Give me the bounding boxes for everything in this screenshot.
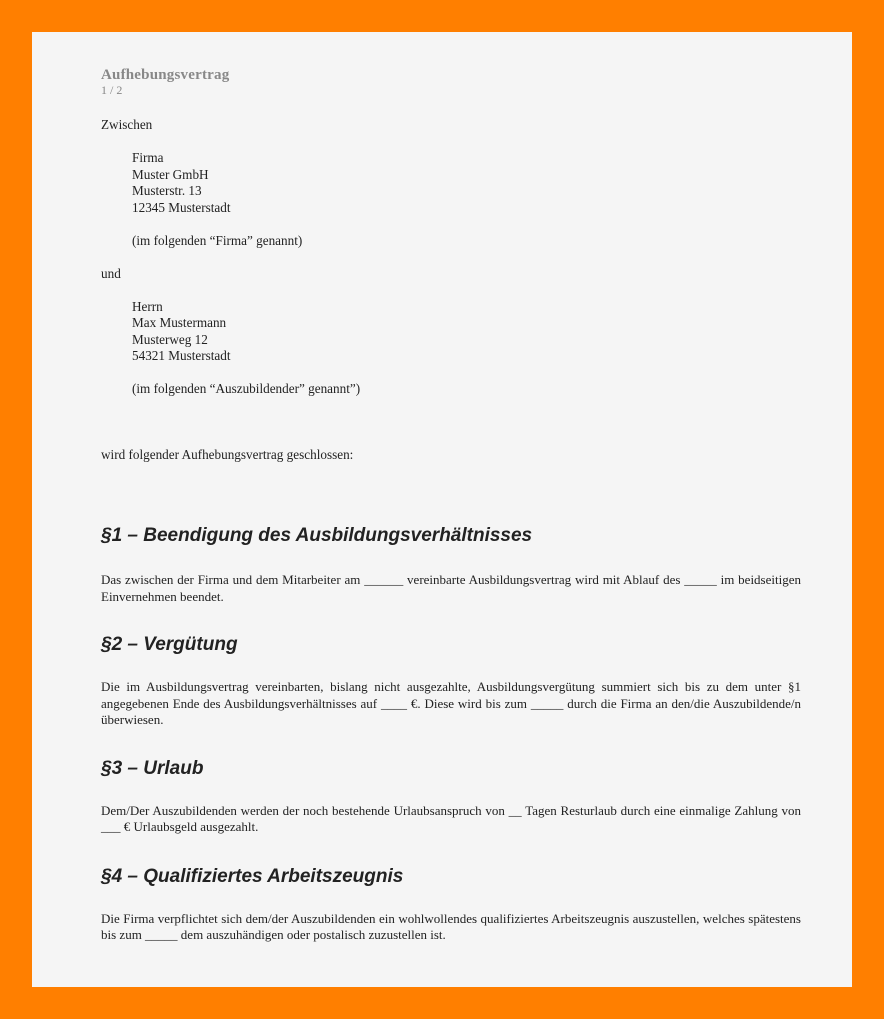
and-label: und — [101, 265, 121, 281]
party1-line1: Firma — [132, 150, 164, 165]
section-2-heading: §2 – Vergütung — [101, 634, 238, 655]
section-1-heading: §1 – Beendigung des Ausbildungsverhältnisses — [101, 525, 533, 546]
party1-line4: 12345 Musterstadt — [132, 199, 231, 215]
document-title: Aufhebungsvertrag — [101, 67, 230, 83]
page-indicator: 1 / 2 — [101, 83, 123, 97]
intro-text: wird folgender Aufhebungsvertrag geschlossen: — [101, 446, 354, 462]
party1-designation: (im folgenden “Firma” genannt) — [132, 232, 303, 248]
section-2-text: Die im Ausbildungsvertrag vereinbarten, bislang nicht ausgezahlte, Ausbildungsvergütung summiert sich bis zu dem unter §1 angegebenen Ende des Ausbildungsverhältnisses auf ____ €. Diese wird bis zum _____ durch die Firma an den/die Auszubildende/n überwiesen. — [101, 679, 801, 727]
party2-line1: Herrn — [132, 298, 163, 314]
party1-block — [101, 150, 801, 249]
party1-line3: Musterstr. 13 — [132, 183, 202, 198]
document-content — [101, 66, 801, 944]
party2-line2: Max Mustermann — [132, 315, 227, 330]
between-label: Zwischen — [101, 117, 153, 132]
document-page — [32, 32, 852, 987]
party1-line2: Muster GmbH — [132, 166, 209, 182]
party2-block — [101, 299, 801, 398]
party2-designation: (im folgenden “Auszubildender” genannt”) — [132, 381, 361, 396]
section-3-heading: §3 – Urlaub — [101, 757, 204, 779]
party2-line3: Musterweg 12 — [132, 331, 208, 347]
section-4-text: Die Firma verpflichtet sich dem/der Auszubildenden ein wohlwollendes qualifiziertes Arbeitszeugnis auszustellen, welches spätestens bis zum _____ dem auszuhändigen oder postalisch zuzustellen ist. — [101, 910, 801, 942]
party2-line4: 54321 Musterstadt — [132, 348, 231, 363]
section-4-heading: §4 – Qualifiziertes Arbeitszeugnis — [101, 865, 404, 887]
section-1-text: Das zwischen der Firma und dem Mitarbeiter am ______ vereinbarte Ausbildungsvertrag wird mit Ablauf des _____ im beidseitigen Einvernehmen beendet. — [101, 572, 801, 604]
section-3-text: Dem/Der Auszubildenden werden der noch bestehende Urlaubsanspruch von __ Tagen Resturlaub durch eine einmalige Zahlung von ___ € Urlaubsgeld ausgezahlt. — [101, 802, 801, 834]
